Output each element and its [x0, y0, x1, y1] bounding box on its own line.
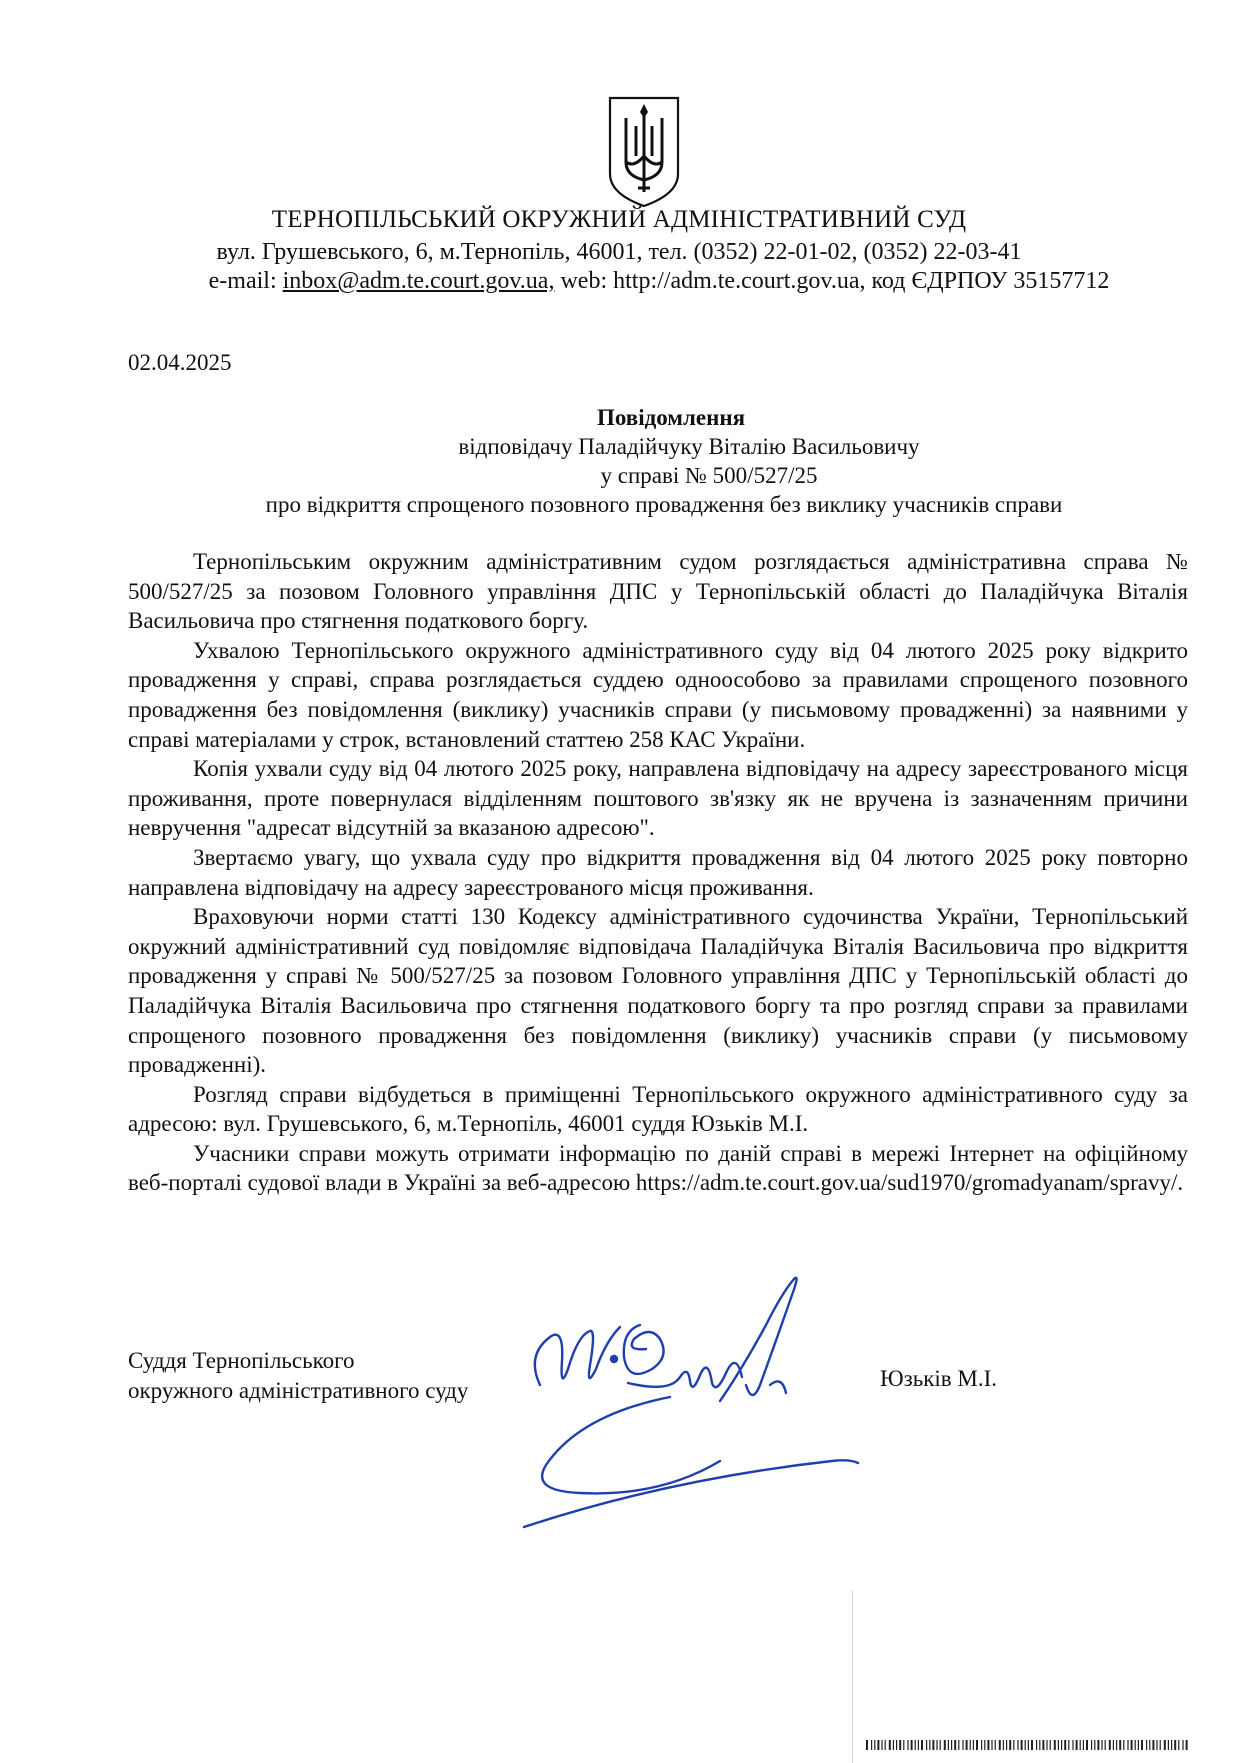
paragraph: Учасники справи можуть отримати інформацію по даній справі в мережі Інтернет на офіційному веб-порталі судової влади в Україні за веб-адресою https://adm.te.court.gov.ua/sud1970/gromadyanam/spravy/. — [128, 1140, 1188, 1196]
paragraph: Розгляд справи відбудеться в приміщенні Тернопільського окружного адміністративного суду за адресою: вул. Грушевського, 6, м.Тернопіль, 46001 суддя Юзьків М.І. — [128, 1081, 1188, 1137]
paragraph: Копія ухвали суду від 04 лютого 2025 року, направлена відповідачу на адресу зареєстрованого місця проживання, проте повернулася відділенням поштового зв'язку як не вручена із зазначенням причини невручення "адресат відсутній за вказаною адресою". — [128, 756, 1188, 841]
document-date: 02.04.2025 — [128, 350, 232, 375]
notice-case-number: у справі № 500/527/25 — [600, 463, 818, 488]
paragraph: Враховуючи норми статті 130 Кодексу адміністративного судочинства України, Тернопільський окружний адміністративний суд повідомляє відповідача Паладійчука Віталія Васильовича про відкриття провадження у справі № 500/527/25 за позовом Головного управління ДПС у Тернопільській області до Паладійчука Віталія Васильовича про стягнення податкового боргу та про розгляд справи за правилами спрощеного позовного провадження без повідомлення (виклику) учасників справи (у письмовому провадженні). — [128, 904, 1188, 1078]
email-link[interactable]: inbox@adm.te.court.gov.ua, — [282, 268, 555, 294]
handwritten-signature — [520, 1265, 880, 1535]
email-label: e-mail: — [208, 268, 283, 294]
judge-position-line: окружного адміністративного суду — [128, 1378, 469, 1403]
paragraph: Ухвалою Тернопільського окружного адміністративного суду від 04 лютого 2025 року відкрито провадження у справі, справа розглядається суддею одноособово за правилами спрощеного позовного провадження без повідомлення (виклику) учасників справи (у письмовому провадженні) за наявними у справі матеріалами у строк, встановлений статтею 258 КАС України. — [128, 637, 1188, 752]
court-contacts — [40, 265, 1238, 297]
judge-position-line: Суддя Тернопільського — [128, 1348, 355, 1373]
judge-position — [128, 1346, 468, 1406]
judge-name: Юзьків М.І. — [880, 1366, 997, 1391]
scan-edge-line — [852, 1590, 853, 1763]
court-name: ТЕРНОПІЛЬСЬКИЙ ОКРУЖНИЙ АДМІНІСТРАТИВНИЙ СУД — [271, 206, 967, 233]
web-edrpou: web: http://adm.te.court.gov.ua, код ЄДРПОУ 35157712 — [554, 268, 1110, 294]
notice-heading: Повідомлення — [596, 405, 746, 430]
paragraph: Тернопільським окружним адміністративним судом розглядається адміністративна справа № 500/527/25 за позовом Головного управління ДПС у Тернопільській області до Паладійчука Віталія Васильовича про стягнення податкового боргу. — [128, 549, 1188, 634]
notice-subject: про відкриття спрощеного позовного провадження без виклику учасників справи — [265, 492, 1063, 517]
paragraph: Звертаємо увагу, що ухвала суду про відкриття провадження від 04 лютого 2025 року повторно направлена відповідачу на адресу зареєстрованого місця проживання. — [128, 844, 1188, 900]
notice-recipient: відповідачу Паладійчуку Віталію Васильовичу — [458, 434, 920, 459]
coat-of-arms-icon — [606, 96, 682, 208]
notice-body — [128, 547, 1188, 1198]
court-address: вул. Грушевського, 6, м.Тернопіль, 46001, тел. (0352) 22-01-02, (0352) 22-03-41 — [216, 239, 1022, 265]
barcode-icon — [866, 1740, 1192, 1750]
